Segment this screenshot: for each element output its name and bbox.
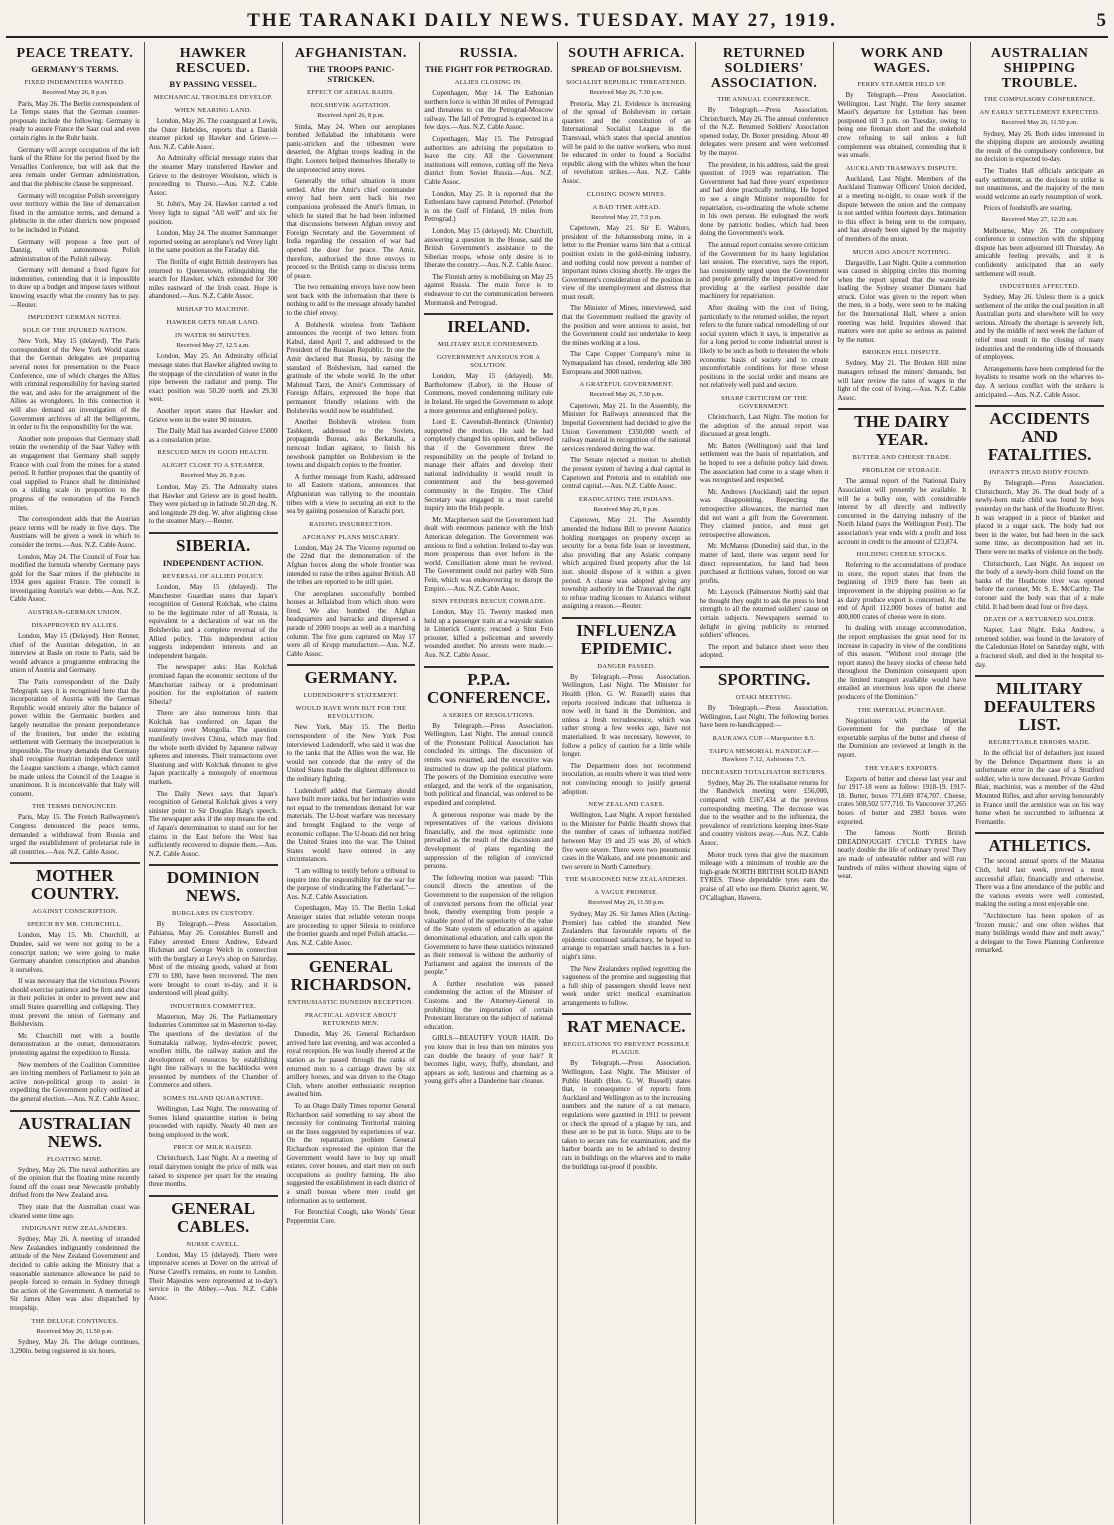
minor-headline: OTAKI MEETING. [735,694,793,702]
minor-headline: GOVERNMENT ANXIOUS FOR A SOLUTION. [436,354,541,370]
minor-headline: THE COMPULSORY CONFERENCE. [983,96,1096,103]
dateline: Received May 27, 7.5 p.m. [591,213,662,221]
article-paragraph: The Department does not recommend inoculation, as results where it was tried were not convincing enough to justify general adoption. [562,761,691,796]
article-paragraph: The Daily Mail has awarded Grieve £5000 as a consolation prize. [148,427,278,444]
article-paragraph: The newspaper asks: Has Kolchak promised Japan the economic sections of the Manchurian railway or a predominant position for the exploitation of eastern Siberia? [148,663,278,706]
minor-headline: FERRY STEAMER HELD UP. [857,81,947,88]
minor-headline: HAWKER GETS NEAR LAND. [166,318,260,326]
article-paragraph: For Bronchial Cough, take Woods' Great Peppermint Cure. [286,1208,416,1225]
article-paragraph: Another report states that Hawker and Grieve were in the water 90 minutes. [148,407,278,424]
section-headline: DOMINION NEWS. [149,864,278,905]
article-paragraph: London, May 24. The steamer Sammanger reported seeing an aeroplane's red Verey light in the same position as the Faraday did. [148,229,278,255]
article-paragraph: The two remaining envoys have now been sent back with the information that there is nothing to add to the message already handed to the chief envoy. [286,283,416,318]
minor-headline: HOLDING CHEESE STOCKS. [856,551,948,559]
article-paragraph: Melbourne, May 26. The compulsory conference in connection with the shipping dispute has been adjourned till Thursday. An amicable feeling prevails, and it is confidently anticipated that an early settlement will result. [975,226,1104,278]
article-paragraph: The famous North British DREADNOUGHT CYCLE TYRES have nearly double the life of ordinary tyres! They are made of unbeatable rubber and will run hundreds of miles without showing signs of wear. [837,829,967,881]
dateline: Received May 26, 8 p.m. [593,505,660,513]
section-headline: MOTHER COUNTRY. [10,862,140,903]
article-paragraph: Germany will propose a free port of Danzig, with autonomous Polish administration of the Polish railway. [10,237,140,263]
article-paragraph: Paris, May 26. The Berlin correspondent of Le Temps states that the German counter-proposals include the following: Germany is ready to assure France the Saar coal and even certain rights in the Ruhr basin. [10,99,140,142]
article-paragraph: London, May 15 (delayed). Mr. Churchill, answering a question in the House, said the British Government's assistance to the Siberian troops, whose only desire is to liberate the country.—Aus. N.Z. Cable Assoc. [424,226,553,270]
minor-headline: THE ANNUAL CONFERENCE. [717,96,811,103]
article-paragraph: Mr. Churchill met with a hostile demonstration at the outset, demonstrators protesting against the expedition to Russia. [10,1031,140,1058]
article-paragraph: The Finnish army is mobilising on May 25 against Russia. The main force is to endeavour to cut the communication between Murmansk and Petrograd. [424,272,553,307]
minor-headline: A GRATEFUL GOVERNMENT. [579,381,674,389]
minor-headline: REGRETTABLE ERRORS MADE. [988,739,1091,747]
article-paragraph: By Telegraph.—Press Association. Christchurch, May 26. The annual conference of the N.Z. Returned Soldiers' Association opened today, Dr. Boxer presiding. About 40 delegates were present and were welcomed by the mayor. [699,106,829,157]
column-4 [419,42,557,1524]
page-number: 5 [1096,10,1108,31]
minor-headline: THE MAROONED NEW ZEALANDERS. [565,876,688,884]
article-paragraph: The Cape Copper Company's mine in Nymaqualand has closed, rendering idle 300 Europeans and 3000 natives. [562,350,691,376]
section-headline: IRELAND. [424,313,553,336]
minor-headline: WHEN NEARING LAND. [174,107,252,114]
minor-headline: FLOATING MINE. [46,1155,103,1163]
article-paragraph: An Admiralty official message states that the steamer Mary transferred Hawker and Grieve to the destroyer Woolston, which is proceeding to Thurso.—Aus. N.Z. Cable Assoc. [148,154,278,197]
minor-headline: WOULD HAVE WON BUT FOR THE REVOLUTION. [295,705,407,721]
masthead-title: THE TARANAKI DAILY NEWS. TUESDAY. MAY 27, 1919. [247,10,837,31]
article-paragraph: Prices of foodstuffs are soaring. [983,204,1073,213]
sub-headline: GERMANY'S TERMS. [31,64,119,74]
article-paragraph: Lord E. Cavendish-Bentinck (Unionist) supported the motion. He said he had completely changed his opinion, and believed that if the Government threw the responsibility on the people of Ireland to manage their affairs and develop their national individuality it would result in contentment and the best-governed community in the Empire. The Chief Secretary was engaged in a most careful inquiry into the Irish people. [424,418,553,513]
article-paragraph: Copenhagen, May 15. The Berlin Lokal Anzeiger states that reliable veteran troops are proceeding to upper Silesia to reinforce the frontier guards and repel Polish attacks.—Aus. N.Z. Cable Assoc. [286,904,416,947]
article-paragraph: London, May 26. The coastguard at Lewis, the Outer Hebrides, reports that a Danish steamer picked up Hawker and Grieve.—Aus. N.Z. Cable Assoc. [148,117,278,151]
minor-headline: PRACTICAL ADVICE ABOUT RETURNED MEN. [304,1012,397,1028]
article-paragraph: Mr. Batten (Wellington) said that land settlement was the basis of repatriation, and he hoped to see a definite policy laid down. The association had come to a stage when it was recognised and respected. [699,441,829,485]
article-paragraph: Capetown, May 21. The Assembly amended the Indians Bill to prevent Asiatics holding mortgages on property except as security for a bona fide loan or investment, also providing that any Asiatic company which acquired fixed property after the 1st inst. should dispose of it within a given period. A clause was adopted giving any township authority in the Transvaal the right to refuse trading licenses to Asiatics without assigning a reason.—Reuter. [562,516,691,611]
minor-headline: EFFECT OF AERIAL RAIDS. [306,89,395,96]
section-headline: GERMANY. [287,664,416,687]
article-paragraph: Mr. Andrews (Auckland) said the report was disappointing. Respecting the retrospective allowances, the married men did not want a gift from the Government. They claimed justice, and must get retrospective allowances. [699,487,829,539]
article-paragraph: Simla, May 24. When our aeroplanes bombed Jellalabad the inhabitants were panic-stricken and the tribesmen were deserted, the Afghan troops leading in the flight. Looters helped themselves liberally to the unprotected army stores. [286,122,416,174]
column-6 [695,42,833,1524]
article-paragraph: Germany will recognise Polish sovereignty over territory within the line of demarcation fixed in the armistice terms, and demand a plebiscite in the other districts now proposed to be included in Poland. [10,191,140,234]
article-paragraph: The following motion was passed: "This council directs the attention of the Government to the suspension of the religion of convicted persons from the official year book, thereby exempting from people a valuable proof of the superiority of the value of the State system of education as against denominational education, and calls upon the Government to have these statistics reinstated as their removal is without the authority of Parliament and against the interests of the people." [424,873,553,977]
minor-headline: SOCIALIST REPUBLIC THREATENED. [566,79,687,86]
minor-headline: BUTTER AND CHEESE TRADE. [852,454,952,462]
minor-headline: INDUSTRIES COMMITTEE. [170,1002,257,1010]
article-paragraph: London, May 15 (delayed). There were impressive scenes at Dover on the arrival of Nurse Cavell's remains, en route to London. Their Majesties were represented at to-day's service in the Abbey.—Aus. N.Z. Cable Assoc. [148,1250,278,1302]
article-paragraph: London, May 25. The Admiralty states that Hawker and Grieve are in good health. They were picked up in latitude 50.20 deg. N. and longitude 29 deg. W. after alighting close to the steamer Mary.—Reuter. [148,483,278,526]
article-paragraph: Pretoria, May 21. Evidence is increasing of the spread of Bolshevism in certain quarters and the constitution of an International Socialist League in the Transvaal, which states that special attention will be paid to the native workers, who must be educated in order to found a Socialist republic along with the whites when the hour of revolution strikes.—Aus. N.Z. Cable Assoc. [562,99,691,185]
article-paragraph: Masterton, May 26. The Parliamentary Industries Committee sat in Masterton to-day. The questions of the deviation of the Sumatakia railway, hydro-electric power, woollen mills, the railway station and the development of resources by establishing light line railways to the backblocks were presented by members of the Chamber of Commerce and others. [148,1012,278,1090]
article-paragraph: The Senate rejected a motion to abolish the present system of having a dual capital in Capetown and Pretoria and to establish one central capital.—Aus. N.Z. Cable Assoc. [562,456,691,491]
minor-headline: MISHAP TO MACHINE. [176,305,250,313]
minor-headline: THE YEAR'S EXPORTS. [864,764,939,772]
article-paragraph: Sydney, May 26. Unless there is a quick settlement of the strike the coal position in all Australian ports and elsewhere will be very serious. Already the shortage is severely felt, and by the middle of next week the failure of relief must result in the closing of many industries and the rendering idle of thousands of employees. [975,293,1104,362]
minor-headline: IMPUDENT GERMAN NOTES. [27,314,122,322]
column-8 [970,42,1108,1524]
article-paragraph: Mr. McManus (Dunedin) said that, in the matter of land, there was urgent need for direct representation, for land had been purchased at fictitious values, forced on war profits. [699,542,829,585]
article-paragraph: The president, in his address, said the great question of 1919 was repatriation. The Government had had three years' experience and had done practically nothing. He hoped to see a single Minister responsible for repatriation, co-ordinating the whole scheme in his own person. He eulogised the work done by patriotic bodies, which had been doing the Government's work. [699,160,829,238]
minor-headline: A VAGUE PROMISE. [594,889,659,897]
dateline: Received May 26, 7.30 p.m. [589,391,664,399]
minor-headline: RESCUED MEN IN GOOD HEALTH. [157,449,269,457]
minor-headline: ALLIES CLOSING IN. [454,79,523,86]
dateline: Received May 26, 11.50 p.m. [36,1327,114,1335]
minor-headline: RAUKAWA CUP.—Marquetter 8.5. [712,734,816,742]
article-paragraph: St. John's, May 24. Hawker carried a red Verey light to signal "All well" and six for position. [148,200,278,226]
section-headline: ACCIDENTS AND FATALITIES. [975,405,1104,464]
article-paragraph: Wellington, Last Night. The renovating of Somes Island quarantine station is being proceeded with rapidly. Nearly 40 men are being employed in the work. [148,1105,278,1139]
article-paragraph: London, May 15. Twenty masked men held up a passenger train at a wayside station in Limerick County, rescued a Sinn Fein prisoner, killed a policeman and severely wounded another. No arrests were made.—Aus. N.Z. Cable Assoc. [424,608,553,660]
minor-headline: AFGHANS' PLANS MISCARRY. [302,533,400,541]
section-headline: RUSSIA. [459,46,518,61]
dateline: Received May 27, 12.20 a.m. [1001,215,1078,223]
article-paragraph: The New Zealanders replied regretting the vagueness of the promise and suggesting that a full ship of passengers should leave next week under strict medical examination arrangements to follow. [562,964,691,1007]
article-paragraph: The Trades Hall officials anticipate an early settlement, as the decision to strike is not unanimous, and the majority of the men would welcome an early resumption of work. [975,166,1104,201]
article-paragraph: Sydney, May 26. The naval authorities are of the opinion that the floating mine recently found off the coast near Newcastle probably drifted from the New Zealand area. [10,1165,140,1200]
article-paragraph: Sydney, May 26. The deluge continues, 3,290in. being registered in six hours. [10,1338,140,1355]
article-paragraph: Christchurch, Last Night. At a meeting of retail dairymen tonight the price of milk was raised to sixpence per quart for the ensuing three months. [148,1154,278,1189]
article-paragraph: Ludendorff added that Germany should have built more tanks, but her industries were not equal to the tremendous demand for war materials. The U-boat warfare was necessary and brought England to the verge of economic collapse. The U-boats did not bring the United States into the war. The United States would have entered in any circumstances. [286,786,416,864]
article-paragraph: Another note proposes that Germany shall retain the ownership of the Saar Valley with an engagement that Germany shall supply France with coal from the mines for a stated period. It further proposes that the quantity of coal supplied to France shall be diminished on a sliding scale in proportion to the progress of the restoration of the French mines. [10,434,140,512]
article-paragraph: A further message from Kashi, addressed to all Eastern stations, announces that Afghanistan was rallying to the mountain tribes with a view to securing an exit to the sea by gaining possession of Karachi port. [286,472,416,516]
section-headline: ATHLETICS. [975,832,1104,855]
minor-headline: A BAD TIME AHEAD. [592,203,661,211]
article-paragraph: In dealing with storage accommodation, the report emphasises the great need for its increase in capacity in view of the conditions of this season. "Without cool storage (the report states) the heavy stocks of cheese held throughout the Dominion consequent upon the limited transport available would have entailed an enormous loss upon the cheese producers of the Dominion." [837,624,967,702]
article-paragraph: By Telegraph.—Press Association. Wellington, Last Night. The annual council of the Protestant Political Association has concluded its sittings. The discussion of remits was resumed, and the executive was instructed to draw up the political platform. The powers of the Dominion executive were enlarged, and the work of the organisation, both political and financial, was ordered to be expedited and completed. [424,721,553,807]
section-headline: RETURNED SOLDIERS' ASSOCIATION. [710,46,818,91]
minor-headline: AN EARLY SETTLEMENT EXPECTED. [979,109,1100,116]
article-paragraph: Napier, Last Night. Eska Andrew, a returned soldier, was found in the lavatory of the Caledonian Hotel on Saturday night, with a fractured skull, and died in the hospital to-day. [975,626,1104,669]
article-paragraph: Motor truck tyres that give the maximum mileage with a minimum of trouble are the high-grade NORTH BRITISH SOLID BAND TYRES. These dependable tyres earn the praise of all who use them. District agent, W. O'Callaghan, Hawera. [699,850,829,902]
section-headline: SPORTING. [700,666,829,689]
minor-headline: LUDENDORFF'S STATEMENT. [303,692,399,700]
section-headline: GENERAL RICHARDSON. [287,953,416,994]
article-paragraph: By Telegraph.—Press Association. Wellington, Last Night. The following horses have been re-handicapped:— [699,704,829,730]
minor-headline: MILITARY RULE CONDEMNED. [438,341,540,349]
article-paragraph: The Minister of Mines, interviewed, said that the Government realised the gravity of the position and were anxious to assist, but the Government could not undertake to keep the mines working at a loss. [562,304,691,347]
section-headline: WORK AND WAGES. [860,46,944,76]
minor-headline: TAIPUA MEMORIAL HANDICAP.—Hawkore 7.12, Ashtonna 7.5. [709,747,820,763]
minor-headline: RAISING INSURRECTION. [309,520,393,528]
article-paragraph: They state that the Australian coast was cleared some time ago. [10,1202,140,1220]
article-paragraph: After dealing with the cost of living, particularly to the returned soldier, the report refers to the future radical remodelling of our social system which it says, is imperative as for a long period to come industrial unrest is likely to be such as both to threaten the whole economic basis of society and to create uncomfortable conditions for those whose positions in the social order and means are not relatively well paid and secure. [699,304,829,390]
minor-headline: DISAPPROVED BY ALLIES. [31,622,119,630]
article-paragraph: The flotilla of eight British destroyers has returned to Queenstown, relinquishing the search for Hawker, which extended for 300 miles eastward of the Irish coast. Hope is abandoned.—Aus. N.Z. Cable Assoc. [148,257,278,301]
section-headline: AFGHANISTAN. [294,46,407,61]
article-paragraph: Christchurch, Last Night. An inquest on the body of a newly-born child found on the banks of the Heathcote river was opened before the coroner, Mr. S. E. McCarthy. The coroner said the body was that of a male child. It had been dead four or five days. [975,559,1104,611]
article-paragraph: Copenhagen, May 14. The Esthonian northern force is within 30 miles of Petrograd and threatens to cut the Petrograd-Moscow railway. The fall of Petrograd is expected in a few days.—Aus. N.Z. Cable Assoc. [424,89,553,132]
article-paragraph: A generous response was made by the representatives of the various divisions financially, and the most optimistic tone prevailed as the result of the discussion and development of plans regarding the suppression of the religion of convicted persons. [424,810,553,871]
article-paragraph: "I am willing to testify before a tribunal to inquire into the responsibility for the war for the purpose of vindicating the Fatherland."—Aus. N.Z. Cable Association. [286,866,416,901]
article-paragraph: The Daily News says that Japan's recognition of General Kolchak gives a very sinister point to Sir Douglas Haig's speech. The newspaper asks if the step means the end of Japan's determination to stand out for her claims in the East before the West has sufficiently recovered to dispute them.—Aus. N.Z. Cable Assoc. [148,789,278,858]
minor-headline: THE DELUGE CONTINUES. [31,1317,119,1325]
masthead [6,6,1108,38]
article-paragraph: The annual report of the National Dairy Association will presently be available. It will be a bulky one, with considerable interest by all directly and indirectly concerned in the dairying industry of the North Island (says the Wellington Post). The association's year ends with a profit and loss account in credit to the amount of £23,874. [837,477,967,546]
minor-headline: SOMES ISLAND QUARANTINE. [163,1095,264,1103]
columns [6,42,1108,1524]
article-paragraph: Germany will demand a fixed figure for indemnities, contending that it is impossible to draw up a budget and impose taxes without knowing exactly what the country has to pay.—Reuter. [10,266,140,309]
article-paragraph: London, May 15 (delayed). The Manchester Guardian states that Japan's recognition of General Kolchak, who claims to be the legitimate ruler of all Russia, is equivalent to a declaration of war on the Bolsheviks and a complete reversal of the Allied policy. This independent action suggests independent interests and an independent bargain. [148,582,278,660]
section-headline: AUSTRALIAN NEWS. [10,1110,140,1151]
dateline: Received May 27, 12.5 a.m. [176,341,250,349]
minor-headline: CLOSING DOWN MINES. [586,190,666,198]
section-headline: AUSTRALIAN SHIPPING TROUBLE. [990,46,1089,91]
minor-headline: REGULATIONS TO PREVENT POSSIBLE PLAGUE. [563,1041,690,1057]
column-1 [6,42,144,1524]
column-2 [144,42,282,1524]
minor-headline: IN WATER 90 MINUTES. [174,331,252,339]
article-paragraph: London, May 25. It is reported that the Esthonians have captured Peterhof. (Peterhof is on the Gulf of Finland, 19 miles from Petrograd.) [424,189,553,224]
article-paragraph: Christchurch, Last Night. The motion for the adoption of the annual report was discussed at great length. [699,413,829,439]
section-headline: P.P.A. CONFERENCE. [424,666,553,707]
sub-headline: BY PASSING VESSEL. [169,79,257,89]
sub-headline: THE FIGHT FOR PETROGRAD. [424,64,553,74]
article-paragraph: London, May 24. The Viceroy reported on the 22nd that the demonstration of the Afghan forces along the whole frontier was intended to raise the tribes against British. All the tribes are reported to be still quiet. [286,543,416,587]
article-paragraph: Sydney, May 26. Sir James Allen (Acting-Premier) has cabled the stranded New Zealanders that favourable reports of the epidemic continued satisfactory, he hoped to arrange to repatriate small batches in a fort-night's time. [562,909,691,961]
article-paragraph: A Bolshevik wireless from Tashkent announces the receipt of two letters from Kabul, dated April 7, and addressed to the President of the Russian Republic. In one the Amir declared that Russia, by raising the standard of Bolshevism, had earned the gratitude of the whole world. In the other Mahmud Tarzi, the Amir's Commissary of Foreign Affairs, expressed the hope that permanent friendly relations with the Bolsheviks would now be established. [286,320,416,415]
article-paragraph: Mr. Macpherson said the Government had dealt with enormous patience with the Irish American delegation. The Government was anxious to find a solution. Ireland to-day was more prosperous than ever before in the world. Conciliation alone must be revived. The Government could not parley with Sinn Fein, which was endeavouring to disrupt the Empire.—Aus. N.Z. Cable Assoc. [424,515,553,593]
minor-headline: INDIGNANT NEW ZEALANDERS. [21,1225,128,1233]
minor-headline: DECREASED TOTALISATOR RETURNS. [701,768,827,776]
article-paragraph: A further resolution was passed condemning the action of the Minister of Customs and the Attorney-General in prohibiting the importation of certain Protestant literature on the subject of national education. [424,979,553,1031]
article-paragraph: London, May 15. Mr. Churchill, at Dundee, said we were not going to be a conscript nation; we were going to make Germany abandon conscription and abandon it ourselves. [10,931,140,974]
article-paragraph: Negotiations with the Imperial Government for the purchase of the exportable surplus of the butter and cheese of the Dominion are reviewed at length in the report. [837,716,967,760]
minor-headline: PROBLEM OF STORAGE. [862,467,942,475]
minor-headline: ENTHUSIASTIC DUNEDIN RECEPTION. [287,999,414,1007]
article-paragraph: London, May 24. The Council of Four has modified the formula whereby Germany pays gold for the Saar mines if the plebiscite in 1934 goes against France. The council is investigating Austria's war debts.—Aus. N.Z. Cable Assoc. [10,552,140,604]
article-paragraph: If was necessary that the victorious Powers should exercise patience and be firm and clear in their policies in order to prevent new and small States quarrelling and collapsing. They must prevent the union of Germany and Bolshevism. [10,977,140,1029]
article-paragraph: Capetown, May 21. In the Assembly, the Minister for Railways announced that the Imperial Government had decided to give the Union Government £350,000 worth of railway material in recognition of the national services rendered during the war. [562,401,691,453]
article-paragraph: Germany will accept occupation of the left bank of the Rhine for the period fixed by the Versailles Conference, but will ask that the area remain under German administration, and that the plebiscite clause be suppressed. [10,145,140,188]
article-paragraph: By Telegraph.—Press Association. Pahiatua, May 26. Constables Burrell and Fahey arrested Ernest Andrew, Edward Hickman and George Welch in connection with the burglary at Levy's shop on Saturday. Most of the missing goods, valued at from £70 to £80, have been recovered. The men were brought to court to-day, and it is understood will plead guilty. [148,920,278,998]
article-paragraph: Dunedin, May 26. General Richardson arrived here last evening, and was accorded a royal reception. He was loudly cheered at the station as he passed through the ranks of returned men to a carriage drawn by six artillery horses, and was driven to the Otago Club, where another enthusiastic reception awaited him. [286,1030,416,1099]
article-paragraph: By Telegraph.—Press Association. Wellington, Last Night. The Minister for Health (Hon. G. W. Russell) states that reports received indicate that influenza is now well in hand in the Dominion, and unless a fresh recrudescence, which was rather strong a few weeks ago, have not materialised. It was necessary, however, to follow a policy of caution for a little while longer. [562,672,691,759]
article-paragraph: Sydney, May 26. The totalisator returns for the Randwick meeting were £56,000, compared with £167,434 at the previous corresponding meeting. The decrease was due to the weather and to the influenza, the prevalence of restrictions keeping inter-State and country visitors away.—Aus. N.Z. Cable Assoc. [699,778,829,847]
minor-headline: INFANT'S DEAD BODY FOUND. [989,469,1090,477]
minor-headline: SHARP CRITICISM OF THE GOVERNMENT. [721,395,808,410]
dateline: Received May 26, 11.50 p.m. [1001,119,1078,126]
dateline: Received May 26, 7.30 p.m. [589,89,664,96]
section-headline: PEACE TREATY. [16,46,134,61]
minor-headline: PRICE OF MILK RAISED. [173,1144,253,1152]
minor-headline: AUCKLAND TRAMWAYS DISPUTE. [845,164,959,172]
article-paragraph: Auckland, Last Night. Members of the Auckland Tramway Officers' Union decided, at a meeting to-night, to cease work if the dispute between the union and the company is not settled within fourteen days. Intimation to this effect is being sent to the company, and has already been signed by the majority of members of the union. [837,174,967,243]
minor-headline: SPEECH BY MR. CHURCHILL. [27,921,123,929]
article-paragraph: Wellington, Last Night. A report furnished to the Minister for Public Health shows that the number of cases of influenza notified between May 19 and 25 was 20, of which five were severe. There were two pneumonic cases in the Waikato, and one pneumonic and two severe in North Canterbury. [562,811,691,871]
article-paragraph: Another Bolshevik wireless from Tashkent, addressed to the Soviets, propaganda Bureau, asks Berkatulla, a turncoat Indian agitator, to finish his newsbook pamphlet on Bolshevism in the towns and dispatch copies to the frontier. [286,418,416,470]
article-paragraph: "Architecture has been spoken of as 'frozen music,' and one often wishes that many buildings would thaw and melt away," a delegate to the Town Planning Conference remarked. [975,912,1104,955]
minor-headline: THE IMPERIAL PURCHASE. [857,706,947,714]
section-headline: SOUTH AFRICA. [568,46,685,61]
section-headline: THE DAIRY YEAR. [838,408,967,449]
minor-headline: FIXED INDEMNITIES WANTED. [24,79,126,86]
dateline: Received April 26, 8 p.m. [317,112,385,119]
article-paragraph: Our aeroplanes successfully bombed houses at Jellalabad from which shots were fired. We also bombed the Afghan headquarters and barracks and dispersed a parade of 2000 troops as well as a marching column. The five guns captured on May 17 were all of Krupp manufacture.—Aus. N.Z. Cable Assoc. [286,589,416,658]
article-paragraph: The annual report contains severe criticism of the Government for its hasty legislation last session. The executive, says the report, has consistently urged upon the Government and people generally the imperative need for providing at the earliest possible date machinery for repatriation. [699,240,829,301]
sub-headline: INDEPENDENT ACTION. [162,557,264,568]
article-paragraph: GIRLS—BEAUTIFY YOUR HAIR. Do you know that in less than ten minutes you can double the beauty of your hair? It becomes light, wavy, fluffy, abundant, and appears as soft, lustrous and charming as a young girl's after a Danderine hair cleanse. [424,1034,553,1086]
section-headline: MILITARY DEFAULTERS LIST. [975,675,1104,734]
article-paragraph: By Telegraph.—Press Association. Wellington, Last Night. The Minister of Public Health (Hon. G. W. Russell) states that, in consequence of reports from Auckland and Wellington as to the increasing numbers and the nature of a rat menace, regulations were gazetted in 1911 to prevent or check the spread of a plague by rats, and these are to be put in force. Ships are to be taken to secure rats for examination, and the harbor boards are to be advised to destroy rats in buildings on the wharves and to make the buildings rat-proof if possible. [562,1059,691,1171]
article-paragraph: Arrangements have been completed for the loyalists to resume work on the wharves to-day. A serious conflict with the strikers is anticipated.—Aus. N.Z. Cable Assoc. [975,364,1104,399]
minor-headline: NURSE CAVELL. [186,1240,240,1248]
minor-headline: SOLE OF THE INJURED NATION. [22,327,128,335]
article-paragraph: The Paris correspondent of the Daily Telegraph says it is recognised here that the incorporation of Austria with the German Republic would entirely alter the balance of power within the Germanic borders and largely neutralise the present preponderance of the frontiers, but under the existing settlement with Germany the incorporation is impossible. The treaty demands that Germany shall recognise Austrian independence until the League sanctions a change, which cannot be made unless the Council of the League is unanimous. It is inconceivable that Italy will consent. [10,678,140,798]
article-paragraph: The report and balance sheet were then adopted. [699,642,829,660]
article-paragraph: The correspondent adds that the Austrian peace terms will be ready in five days. The Austrians will be given a week in which to consider the terms.—Aus. N.Z. Cable Assoc. [10,515,140,549]
column-7 [833,42,971,1524]
article-paragraph: Dargaville, Last Night. Quite a commotion was caused in shipping circles this morning when the report spread that the waterside loading the Sydney steamer Dumaru had struck. Color was given to the report when the men, in a body, were seen to be making for the International Hall, where a union meeting was held. Inquiries showed that matters were not quite so serious as painted by the rumor. [837,258,967,344]
minor-headline: REVERSAL OF ALLIED POLICY. [162,572,264,580]
article-paragraph: There are also numerous hints that Kolchak has conferred on Japan the suzerainty over Mongolia. The question manifestly involves China, which may find the whole north divided by Japanese railway spheres and interests. Their transactions over Shantung and with Kolchak threaten to give Japan practically a monopoly of enormous markets. [148,709,278,787]
minor-headline: THE TERMS DENOUNCED. [32,803,118,811]
article-paragraph: Referring to the accumulations of produce in store, the report states that from the beginning of 1919 there has been an improvement in the shipping position so far as dairy produce export is concerned. At the end of April 112,000 boxes of butter and 400,000 crates of cheese were in store. [837,561,967,621]
article-paragraph: Generally the tribal situation is more settled. After the Amir's chief commander envoy had been sent back his two companions professed the Amir's firman, in which he stated that he had been informed that discussions between Afghan envoy and Foreign Secretary and the Government of India regarding the cessation of war had opened the door for peace. The Amir, therefore, authorised the three envoys to proceed to the British camp to discuss terms of peace. [286,177,416,280]
article-paragraph: Copenhagen, May 15. The Petrograd authorities are advising the population to leave the city. All the Government institutions will remove, cutting off the Neva district from Soviet Russia.—Aus. N.Z. Cable Assoc. [424,134,553,186]
minor-headline: MUCH ADO ABOUT NOTHING. [852,248,951,256]
section-headline: INFLUENZA EPIDEMIC. [562,617,691,658]
dateline: Received May 26, 8 p.m. [42,89,108,96]
article-paragraph: New members of the Coalition Committee are inviting members of Parliament to join an active non-political group to assist in expediting the Government policy outlined at the general election.—Aus. N.Z. Cable Assoc. [10,1060,140,1103]
dateline: Received May 26, 11.50 p.m. [588,899,665,907]
minor-headline: BURGLARS IN CUSTODY. [172,910,255,918]
minor-headline: SINN FEINERS RESCUE COMRADE. [431,598,546,606]
article-paragraph: Sydney, May 26. A meeting of stranded New Zealanders indignantly condemned the attitude of the New Zealand Government and decided to cable asking the Ministry that a reasonable sustenance allowance be paid to people forced to remain in Sydney through the action of the Government. A memorial to Sir James Allen was also dispatched by troopship. [10,1235,140,1312]
minor-headline: BROKEN HILL DISPUTE. [862,349,942,357]
column-3 [282,42,420,1524]
minor-headline: ERADICATING THE INDIANS. [578,495,674,503]
section-headline: GENERAL CABLES. [149,1195,278,1236]
article-paragraph: Mr. Laycock (Palmerston North) said that he thought they ought to ask the press to lend strength to all the returned soldiers' cause on certain subjects. Newspapers seemed to delight in giving publicity to returned soldiers' offences. [699,588,829,640]
article-paragraph: London, May 15 (delayed). Mr. Bartholomew (Labor), in the House of Commons, moved condemning military rule in Ireland. He urged the Government to adopt a more generous and enlightened policy. [424,372,553,415]
article-paragraph: Sydney, May 26. Both sides interested in the shipping dispute are anxiously awaiting the result of the compulsory conference, but no decision is expected to-day. [975,129,1104,164]
article-paragraph: London, May 25. An Admiralty official message states that Hawker alighted owing to the stoppage of the circulation of water in the pipe between the radiator and pump. The exact position was 50.20 north and 29.30 west. [148,352,278,404]
section-headline: SIBERIA. [149,532,278,555]
minor-headline: ALIGHT CLOSE TO A STEAMER. [161,462,265,470]
section-headline: HAWKER RESCUED. [175,46,251,76]
minor-headline: MECHANICAL TROUBLES DEVELOP. [153,94,273,101]
article-paragraph: Capetown, May 21. Sir E. Walters, president of the Johannesburg mine, in a letter to the Premier warns him that a critical position exists in the gold-mining industry, and nothing could now prevent a number of important mines closing shortly. He urges the Government's consideration of the position in view of the unemployment and distress that must result. [562,224,691,301]
sub-headline: THE TROOPS PANIC-STRICKEN. [307,64,395,84]
article-paragraph: London, May 15 (Delayed). Herr Renner, chief of the Austrian delegation, in an interview at Basle on route to Paris, said he would advance a programme embracing the union of Austria and Germany. [10,632,140,675]
minor-headline: AUSTRIAN-GERMAN UNION. [27,609,122,617]
sub-headline: SPREAD OF BOLSHEVISM. [571,64,682,74]
article-paragraph: Paris, May 15. The French Railwaymen's Congress denounced the peace terms, demanded a withdrawal from Russia and urged the establishment of proletariat rule in all countries.—Aus. N.Z. Cable Assoc. [10,813,140,856]
minor-headline: AGAINST CONSCRIPTION. [32,908,118,916]
article-paragraph: Sydney, May 21. The Broken Hill mine managers refused the miners' demands, but will later review the rates of wages in the light of the cost of living.—Aus. N.Z. Cable Assoc. [837,359,967,402]
article-paragraph: The second annual sports of the Matatua Club, held last week, proved a most successful affair, financially and otherwise. There was a fine attendance of the public and the various events were well contested, making the outing a most enjoyable one. [975,857,1104,909]
section-headline: RAT MENACE. [562,1013,691,1036]
column-5 [557,42,695,1524]
article-paragraph: By Telegraph.—Press Association. Christchurch, May 26. The dead body of a newly-born male child was found by boys yesterday on the bank of the Heathcote River. It was wrapped in a piece of blanket and placed in a sugar sack. The body had not been in the water, but had been in the sack some time, as decomposition had set in. There were no marks of violence on the body. [975,479,1104,556]
article-paragraph: By Telegraph.—Press Association. Wellington, Last Night. The ferry steamer Maori's departure for Lyttelton has been postponed till 3 p.m. on Tuesday, owing to being one fireman short and the stokehold crew refusing to sail unless a full complement was obtained, contending that it was unsafe. [837,91,967,160]
minor-headline: INDUSTRIES AFFECTED. [999,283,1080,291]
minor-headline: A SERIES OF RESOLUTIONS. [442,711,535,719]
minor-headline: DANGER PASSED. [597,662,656,670]
article-paragraph: To an Otago Daily Times reporter General Richardson said something to say about the necessity for continuing Territorial training on the lines suggested by experiences of war. On the repatriation problem General Richardson expressed the opinion that the Government would have to buy up small estates, cover houses, and start men on such occupations as poultry farming. He also suggested the establishment in each district of a small bureau where men could get information as to settlement. [286,1102,416,1205]
minor-headline: DEATH OF A RETURNED SOLDIER. [983,616,1096,624]
dateline: Received May 26, 8 p.m. [180,472,246,480]
article-paragraph: New York, May 15 (delayed). The Paris correspondent of the New York World states that the German delegates are preparing several notes for presentation to the Peace Conference, one of which charges the Allies with criminal responsibility for having started the war, and asks for the arraignment of the Allies as wrongdoers. In this connection it will also demand an investigation of the Government archives of all the belligerents, in order to fix the responsibility for the war. [10,337,140,432]
article-paragraph: Exports of butter and cheese last year and for 1917-18 were as follow: 1918-19. 1917-18. Butter, boxes 771,669 874,707. Cheese, crates 508,502 577,710. To Vancouver 37,265 boxes of butter and 2983 boxes were exported. [837,774,967,826]
article-paragraph: New York, May 15. The Berlin correspondent of the New York Post interviewed Ludendorff, who said it was due to the tanks that the Allies won the war. He would not concede that the entry of the United States made the slightest difference to the ordinary fighting. [286,723,416,783]
article-paragraph: In the official list of defaulters just issued by the Defence Department there is an unfortunate error in the case of a Stratford soldier, who is now deceased. Private Gordon Blair, machinist, was a member of the 42nd Mounted Rifles, and after serving honourably in France until the armistice was on his way home when he succumbed to influenza at Fremantle. [975,749,1104,826]
minor-headline: NEW ZEALAND CASES. [588,801,665,809]
minor-headline: BOLSHEVIK AGITATION. [310,102,391,109]
